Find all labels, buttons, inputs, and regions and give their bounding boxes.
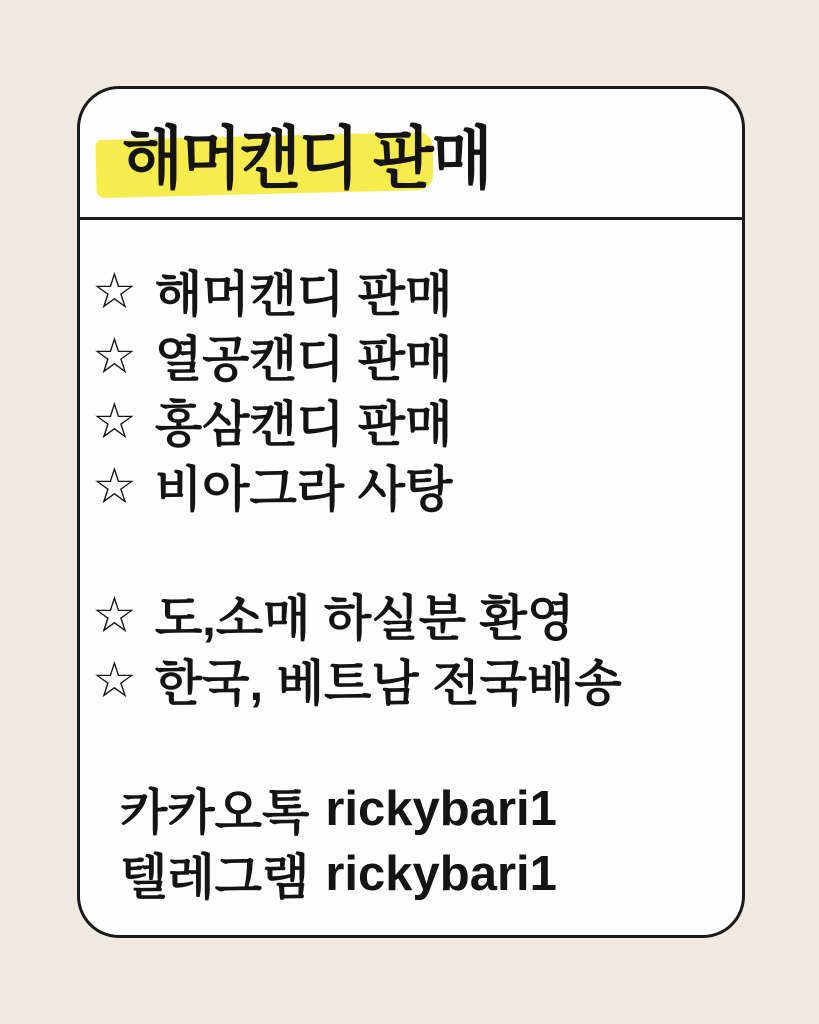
star-outline-icon: ☆ xyxy=(92,651,137,708)
card-body xyxy=(80,220,742,906)
contact-app-label: 카카오톡 xyxy=(120,785,310,840)
list-item xyxy=(92,453,724,518)
star-outline-icon: ☆ xyxy=(92,392,137,449)
contact-kakaotalk xyxy=(92,776,724,841)
star-outline-icon: ☆ xyxy=(92,262,137,319)
list-item-label: 비아그라 사탕 xyxy=(154,462,453,517)
flyer-card xyxy=(77,86,745,938)
star-outline-icon: ☆ xyxy=(92,457,137,514)
blank-line xyxy=(92,518,724,582)
list-item-label: 해머캔디 판매 xyxy=(154,267,453,322)
contact-id: rickybari1 xyxy=(325,846,557,901)
list-item-label: 한국, 베트남 전국배송 xyxy=(154,656,622,711)
card-header xyxy=(80,89,742,220)
list-item xyxy=(92,647,724,712)
list-item-label: 홍삼캔디 판매 xyxy=(154,397,453,452)
blank-line xyxy=(92,712,724,776)
page-title: 해머캔디 판매 xyxy=(122,121,491,197)
star-outline-icon: ☆ xyxy=(92,586,137,643)
list-item-label: 열공캔디 판매 xyxy=(154,332,453,387)
list-item xyxy=(92,388,724,453)
list-item xyxy=(92,258,724,323)
list-item xyxy=(92,582,724,647)
contact-telegram xyxy=(92,841,724,906)
list-item xyxy=(92,323,724,388)
contact-app-label: 텔레그램 xyxy=(120,850,310,905)
contact-id: rickybari1 xyxy=(325,781,557,836)
star-outline-icon: ☆ xyxy=(92,327,137,384)
list-item-label: 도,소매 하실분 환영 xyxy=(154,591,575,646)
